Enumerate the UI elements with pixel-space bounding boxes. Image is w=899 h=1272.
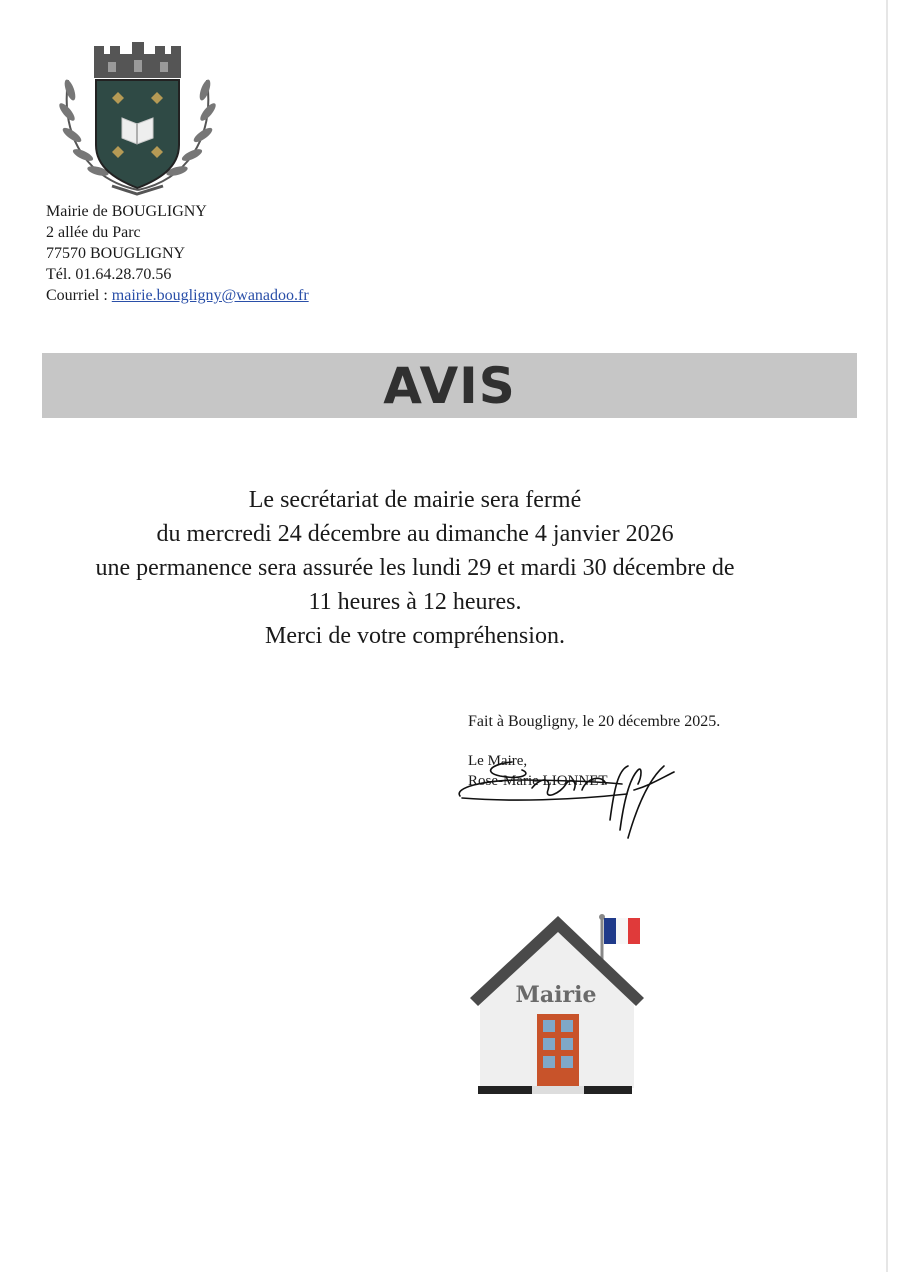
coat-of-arms-logo xyxy=(50,40,225,198)
email-label: Courriel : xyxy=(46,287,112,304)
notice-line: du mercredi 24 décembre au dimanche 4 janvier 2026 xyxy=(156,521,674,547)
avis-banner xyxy=(42,353,857,418)
phone-line: Tél. 01.64.28.70.56 xyxy=(46,266,172,283)
notice-line: Merci de votre compréhension. xyxy=(265,623,565,649)
address-block xyxy=(46,201,309,306)
mairie-label: Mairie xyxy=(515,982,597,1008)
handwritten-signature xyxy=(452,750,692,840)
signer-role: Le Maire, xyxy=(468,753,528,769)
street-address: 2 allée du Parc xyxy=(46,224,141,241)
org-name: Mairie de BOUGLIGNY xyxy=(46,203,207,220)
mairie-illustration xyxy=(468,910,648,1100)
city-line: 77570 BOUGLIGNY xyxy=(46,245,186,262)
email-link[interactable]: mairie.bougligny@wanadoo.fr xyxy=(111,287,309,304)
notice-line: 11 heures à 12 heures. xyxy=(308,589,522,615)
notice-line: Le secrétariat de mairie sera fermé xyxy=(248,487,582,513)
notice-body xyxy=(40,483,790,653)
page-edge xyxy=(886,0,888,1272)
signer-name: Rose-Marie LIONNET xyxy=(468,773,608,789)
email-line xyxy=(46,285,309,306)
notice-line: une permanence sera assurée les lundi 29 et mardi 30 décembre de xyxy=(95,555,735,581)
date-line: Fait à Bougligny, le 20 décembre 2025. xyxy=(468,713,721,730)
avis-title: AVIS xyxy=(383,356,516,415)
